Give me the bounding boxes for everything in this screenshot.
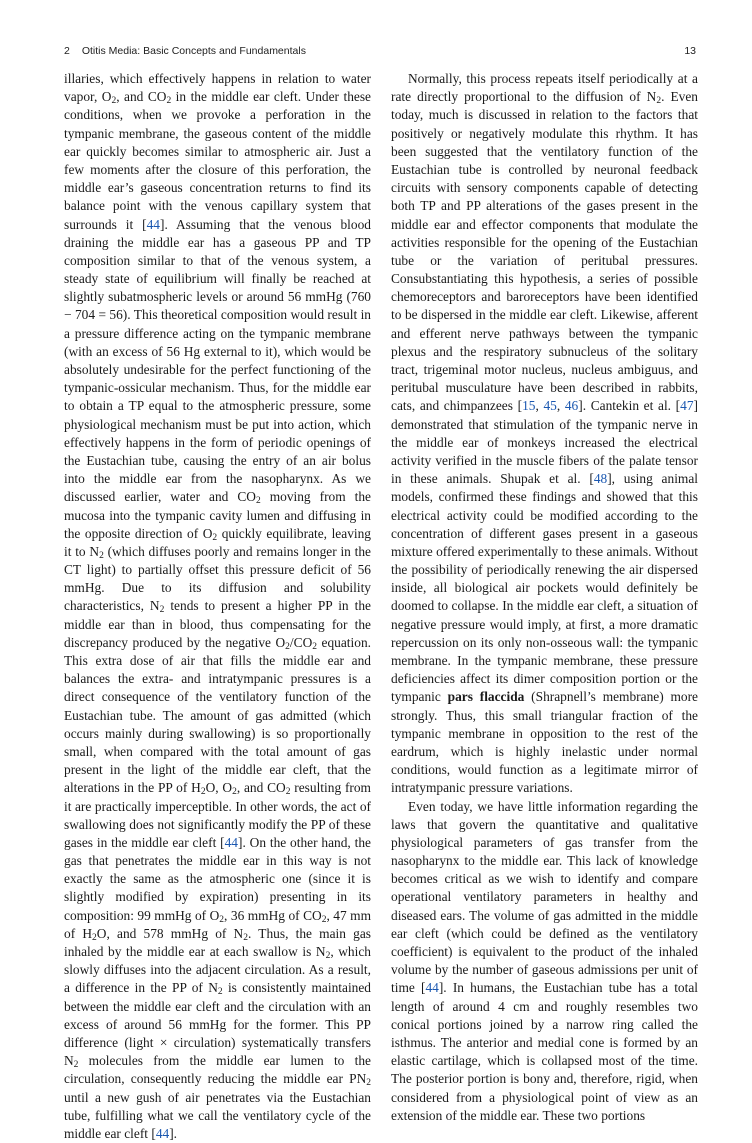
chapter-number: 2 (64, 45, 70, 57)
citation-link[interactable]: 44 (224, 834, 238, 850)
paragraph: Normally, this process repeats itself periodically at a rate directly proportional to the diffusion of $N_2$. Even today, much is discussed in relation to the factors that positively or negatively modulate this rhythm. It has been suggested that the ventilatory function of the Eustachian tube is controlled by neuronal feedback circuits with sensory components capable of detecting both TP and PP alterations of the gases present in the middle ear and effector components that modulate the activities responsible for the opening of the Eustachian tube or the variation of peritubal pressures. Consubstantiating this hypothesis, a series of possible chemoreceptors and baroreceptors have been identified to be dispersed in the middle ear cleft. Likewise, afferent and efferent nerve pathways between the tympanic plexus and the respiratory subnucleus of the solitary tract, trigeminal motor nucleus, nucleus ambiguus, and peritubal musculature have been described in rabbits, cats, and chimpanzees [15, 45, 46]. Cantekin et al. [47] demonstrated that stimulation of the tympanic nerve in the middle ear of monkeys increased the electrical activity verified in the muscle fibers of the palate tensor in these animals. Shupak et al. [48], using animal models, confirmed these findings and showed that this electrical activity could be modified according to the concentration of different gases present in a gaseous mixture offered experimentally to these animals. Without the possibility of periodically renewing the air dispersed inside, all biological air pockets would definitely be doomed to collapse. In the middle ear cleft, a situation of negative pressure would imply, at first, a more dramatic repercussion on its only non-osseous wall: the tympanic membrane. In the tympanic membrane, these pressure deficiencies affect its dimer composition portion or the tympanic pars flaccida (Shrapnell’s membrane) more strongly. Thus, this small triangular fraction of the tympanic membrane in opposition to the rest of the eardrum, which is highly inelastic under normal conditions, would function as a legitimate mirror of intratympanic pressure variations. (391, 71, 698, 796)
paragraph: illaries, which effectively happens in relation to water vapor, $O_2$, and $CO_2$ in the middle ear cleft. Under these conditions, when we provoke a perforation in the tympanic membrane, the gaseous content of the middle ear quickly becomes similar to atmospheric air. Just a few moments after the closure of this perforation, the middle ear’s gaseous concentration returns to find its balance point with the venous capillary system that surrounds it [44]. Assuming that the venous blood draining the middle ear has a gaseous PP and TP composition similar to that of the venous system, a steady state of equilibrium will finally be reached at slightly subatmospheric levels or around 56 mmHg (760 − 704 = 56). This theoretical composition would result in a pressure difference acting on the tympanic membrane (with an excess of 56 Hg external to it), which would be absolutely undesirable for the perfect functioning of the tympanic-ossicular mechanism. Thus, for the middle ear to obtain a TP equal to the atmospheric pressure, some physiological mechanism must be put into action, which effectively happens in the form of periodic openings of the Eustachian tube, causing the entry of an air bolus into the middle ear from the nasopharynx. As we discussed earlier, water and $CO_2$ moving from the mucosa into the tympanic cavity lumen and diffusing in the opposite direction of $O_2$ quickly equilibrate, leaving it to $N_2$ (which diffuses poorly and remains longer in the CT light) to partially offset this pressure deficit of 56 mmHg. Due to its diffusion and solubility characteristics, $N_2$ tends to present a higher PP in the middle ear than in blood, thus compensating for the discrepancy produced by the negative $O_2/CO_2$ equation. This extra dose of air that fills the middle ear and balances the extra- and intratympanic pressures is a direct consequence of the ventilatory function of the Eustachian tube. The amount of gas admitted (which occurs mainly during swallowing) is so proportionally small, when compared with the total amount of gas present in the light of the middle ear cleft, that the alterations in the PP of $H_2O$, $O_2$, and $CO_2$ resulting from it are practically imperceptible. In other words, the act of swallowing does not significantly modify the PP of these gases in the middle ear cleft [44]. On the other hand, the gas that penetrates the middle ear in this way is not exactly the same as the atmospheric one (since it is slightly modified by expiration) presenting in its composition: 99 mmHg of $O_2$, 36 mmHg of $CO_2$, 47 mm of $H_2O$, and 578 mmHg of $N_2$. Thus, the main gas inhaled by the middle ear at each swallow is $N_2$, which slowly diffuses into the adjacent circulation. As a result, a difference in the PP of $N_2$ is consistently maintained between the middle ear cleft and the circulation with an excess of around 56 mmHg for the former. This PP difference (light × circulation) systematically transfers $N_2$ molecules from the middle ear lumen to the circulation, consequently reducing the middle ear $PN_2$ until a new gush of air penetrates via the Eustachian tube, fulfilling what we call the ventilatory cycle of the middle ear cleft [44]. (64, 71, 371, 1141)
chapter-heading (64, 45, 306, 57)
chapter-title: Otitis Media: Basic Concepts and Fundamentals (81, 45, 306, 57)
page-body (64, 70, 698, 1141)
right-column (391, 70, 698, 1123)
left-column (64, 70, 371, 1141)
citation-link[interactable]: 45 (543, 398, 557, 414)
citation-link[interactable]: 15 (522, 398, 536, 414)
citation-link[interactable]: 44 (155, 1125, 170, 1141)
citation-link[interactable]: 46 (564, 398, 579, 414)
citation-link[interactable]: 44 (425, 980, 439, 996)
page-number: 13 (684, 45, 696, 57)
citation-link[interactable]: 44 (146, 216, 160, 232)
citation-link[interactable]: 48 (593, 471, 608, 487)
paragraph: Even today, we have little information regarding the laws that govern the quantitative and qualitative physiological parameters of gas transfer from the nasopharynx to the middle ear. This lack of knowledge becomes critical as we wish to identify and compare operational ventilatory parameters in healthy and diseased ears. The volume of gas admitted in the middle ear cleft (which could be defined as the ventilatory coefficient) is equivalent to the product of the inhaled volume by the number of gaseous admissions per unit of time [44]. In humans, the Eustachian tube has a total length of around 4 cm and roughly resembles two conical portions joined by a narrow ring called the isthmus. The anterior and medial cone is formed by an elastic cartilage, which is collapsed most of the time. The posterior portion is bony and, therefore, rigid, when considered from a physiological point of view as an extension of the middle ear. These two portions (391, 798, 698, 1123)
running-head (64, 44, 696, 58)
citation-link[interactable]: 47 (680, 398, 694, 414)
